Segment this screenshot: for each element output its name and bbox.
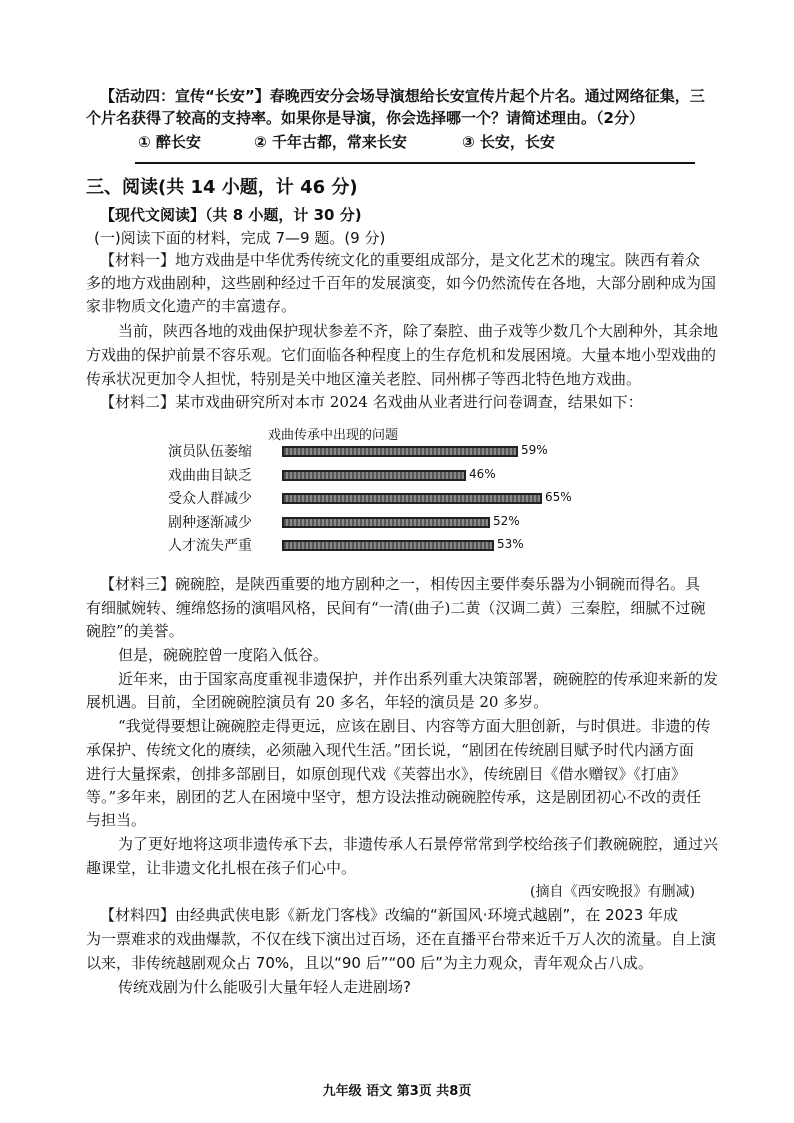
material2-intro: 【材料二】某市戏曲研究所对本市 2024 名戏曲从业者进行问卷调查，结果如下：	[100, 393, 643, 411]
material4-line: 为一票难求的戏曲爆款，不仅在线下演出过百场，还在直播平台带来近千万人次的流量。自上演	[86, 930, 717, 948]
chart-value-label: 65%	[545, 490, 572, 504]
chart-category-label: 演员队伍萎缩	[168, 444, 252, 460]
material1-line: 方戏曲的保护前景不容乐观。它们面临各种程度上的生存危机和发展困境。大量本地小型戏曲的	[86, 346, 717, 364]
material1-line: 家非物质文化遗产的丰富遗存。	[86, 297, 297, 315]
material3-line: 有细腻婉转、缠绵悠扬的演唱风格，民间有“一清(曲子)二黄（汉调二黄）三秦腔，细腻不过碗	[86, 599, 706, 617]
page-footer: 九年级 语文 第3页 共8页	[322, 1084, 472, 1099]
chart-bar	[282, 446, 518, 457]
material3-line: 进行大量探索，创排多部剧目，如原创现代戏《芙蓉出水》，传统剧目《借水赠钗》《打庙》	[86, 765, 687, 783]
chart-bar	[282, 493, 542, 504]
option-2: ② 千年古都，常来长安	[254, 133, 407, 151]
chart-category-label: 人才流失严重	[168, 538, 252, 554]
material3-line: 【材料三】碗碗腔，是陕西重要的地方剧种之一，相传因主要伴奏乐器为小铜碗而得名。具	[100, 575, 701, 593]
chart-value-label: 46%	[469, 466, 496, 481]
activity-line-2: 个片名获得了较高的支持率。如果你是导演，你会选择哪一个？请简述理由。（2分）	[86, 109, 644, 127]
material1-line: 多的地方戏曲剧种，这些剧种经过千百年的发展演变，如今仍然流传在各地，大部分剧种成为国	[86, 274, 717, 292]
material3-line: 等。”多年来，剧团的艺人在困境中坚守，想方设法推动碗碗腔传承，这是剧团初心不改的责任	[86, 788, 702, 806]
activity-line-1: 【活动四：宣传“长安”】春晚西安分会场导演想给长安宣传片起个片名。通过网络征集，三	[100, 87, 705, 105]
material3-line: 与担当。	[86, 811, 147, 829]
chart-bar	[282, 540, 494, 551]
material1-line: 当前，陕西各地的戏曲保护现状参差不齐，除了秦腔、曲子戏等少数几个大剧种外，其余地	[118, 322, 719, 340]
material4-line: 以来，非传统越剧观众占 70%，且以“90 后”“00 后”为主力观众，青年观众占八成。	[86, 954, 653, 972]
material3-line: 承保护、传统文化的赓续，必须融入现代生活。”团长说，“剧团在传统剧目赋予时代内涵方面	[86, 741, 694, 759]
chart-value-label: 52%	[493, 513, 520, 528]
material3-line: “我觉得要想让碗碗腔走得更远，应该在剧目、内容等方面大胆创新，与时俱进。非遗的传	[118, 717, 711, 735]
chart-bar	[282, 470, 466, 481]
material4-line: 传统戏剧为什么能吸引大量年轻人走进剧场?	[118, 978, 411, 996]
material3-line: 趣课堂，让非遗文化扎根在孩子们心中。	[86, 859, 357, 877]
material3-line: 展机遇。目前，全团碗碗腔演员有 20 多名，年轻的演员是 20 多岁。	[86, 693, 549, 711]
chart-title: 戏曲传承中出现的问题	[268, 428, 399, 443]
chart-category-label: 受众人群减少	[168, 491, 252, 507]
chart-value-label: 59%	[521, 443, 548, 457]
material3-line: 为了更好地将这项非遗传承下去，非遗传承人石景停常常到学校给孩子们教碗碗腔，通过兴	[118, 835, 719, 853]
option-3: ③ 长安，长安	[462, 133, 555, 151]
source-citation: (摘自《西安晚报》有删减)	[530, 884, 695, 900]
chart-value-label: 53%	[497, 537, 524, 551]
chart-category-label: 剧种逐渐减少	[168, 514, 252, 531]
option-1: ① 醉长安	[138, 133, 201, 151]
section-title: 三、阅读(共 14 小题，计 46 分)	[86, 177, 358, 198]
question-instruction: (一)阅读下面的材料，完成 7—9 题。(9 分)	[94, 229, 386, 247]
material3-line: 碗腔”的美誉。	[86, 622, 184, 640]
section-subtitle: 【现代文阅读】（共 8 小题，计 30 分)	[100, 206, 362, 224]
chart-category-label: 戏曲曲目缺乏	[168, 467, 252, 484]
material4-line: 【材料四】由经典武侠电影《新龙门客栈》改编的“新国风·环境式越剧”，在 2023 年成	[100, 906, 679, 924]
divider-rule	[135, 162, 695, 164]
material1-line: 【材料一】地方戏曲是中华优秀传统文化的重要组成部分，是文化艺术的瑰宝。陕西有着众	[100, 251, 701, 269]
material3-line: 近年来，由于国家高度重视非遗保护，并作出系列重大决策部署，碗碗腔的传承迎来新的发	[118, 670, 719, 688]
chart-bar	[282, 517, 490, 528]
material3-line: 但是，碗碗腔曾一度陷入低谷。	[118, 646, 329, 664]
material1-line: 传承状况更加令人担忧，特别是关中地区潼关老腔、同州梆子等西北特色地方戏曲。	[86, 370, 642, 388]
